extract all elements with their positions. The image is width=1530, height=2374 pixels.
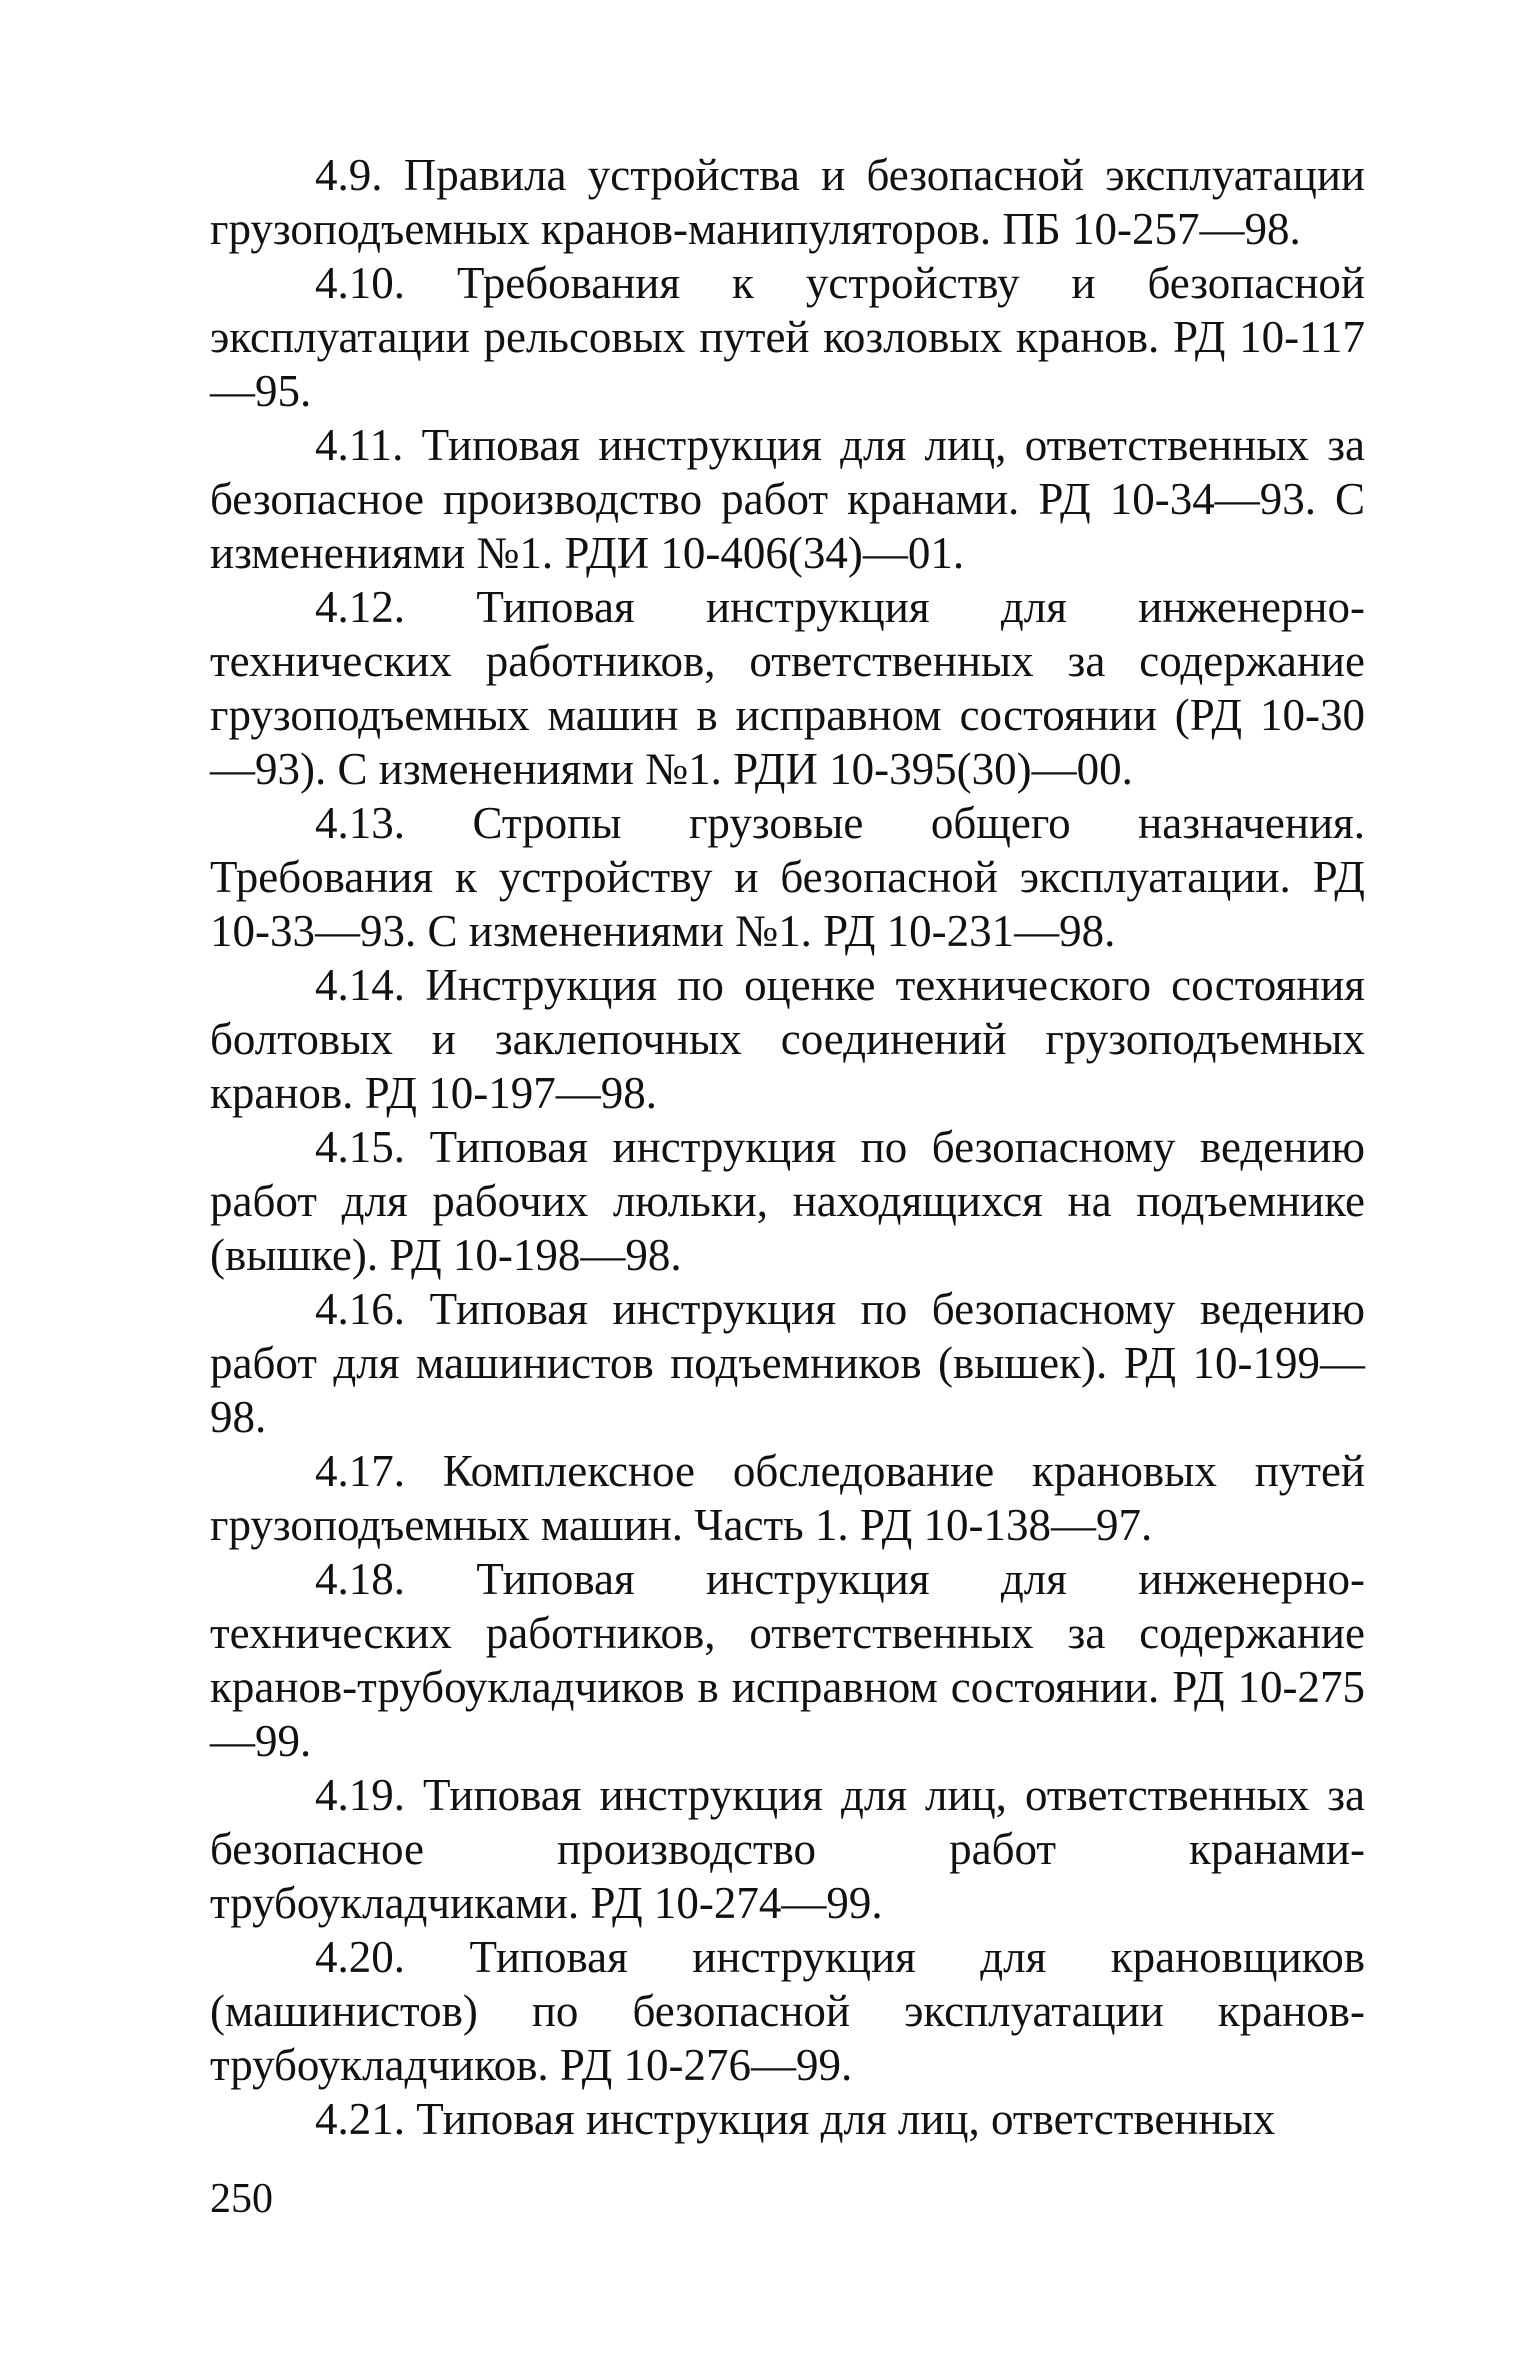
entry-4-20: 4.20. Типовая инструкция для крановщиков (машинистов) по безопасной эксплуатации кранов-трубоукладчиков. РД 10-276—99. (210, 1932, 1365, 2090)
entry-4-9: 4.9. Правила устройства и безопасной эксплуатации грузоподъемных кранов-манипуляторов. ПБ 10-257—98. (210, 150, 1365, 254)
entry-4-17: 4.17. Комплексное обследование крановых путей грузоподъемных машин. Часть 1. РД 10-138—97. (210, 1446, 1365, 1550)
entry-4-16: 4.16. Типовая инструкция по безопасному ведению работ для машинистов подъемников (вышек). РД 10-199—98. (210, 1284, 1365, 1442)
entry-4-10: 4.10. Требования к устройству и безопасной эксплуатации рельсовых путей козловых кранов. РД 10-117—95. (210, 258, 1365, 416)
page-number: 250 (210, 2176, 273, 2222)
entry-4-21: 4.21. Типовая инструкция для лиц, ответственных (315, 2094, 1276, 2144)
entry-4-18: 4.18. Типовая инструкция для инженерно-технических работников, ответственных за содержание кранов-трубоукладчиков в исправном состоянии. РД 10-275—99. (210, 1554, 1365, 1766)
entry-4-14: 4.14. Инструкция по оценке технического состояния болтовых и заклепочных соединений грузоподъемных кранов. РД 10-197—98. (210, 960, 1365, 1118)
entry-4-11: 4.11. Типовая инструкция для лиц, ответственных за безопасное производство работ кранами. РД 10-34—93. С изменениями №1. РДИ 10-406(34)—01. (210, 420, 1365, 578)
entry-4-13: 4.13. Стропы грузовые общего назначения. Требования к устройству и безопасной эксплуатации. РД 10-33—93. С изменениями №1. РД 10-231—98. (210, 798, 1365, 956)
document-page (210, 148, 1365, 2146)
entry-4-12: 4.12. Типовая инструкция для инженерно-технических работников, ответственных за содержание грузоподъемных машин в исправном состоянии (РД 10-30—93). С изменениями №1. РДИ 10-395(30)—00. (210, 582, 1365, 794)
entry-4-19: 4.19. Типовая инструкция для лиц, ответственных за безопасное производство работ кранами-трубоукладчиками. РД 10-274—99. (210, 1770, 1365, 1928)
entry-4-15: 4.15. Типовая инструкция по безопасному ведению работ для рабочих люльки, находящихся на подъемнике (вышке). РД 10-198—98. (210, 1122, 1365, 1280)
